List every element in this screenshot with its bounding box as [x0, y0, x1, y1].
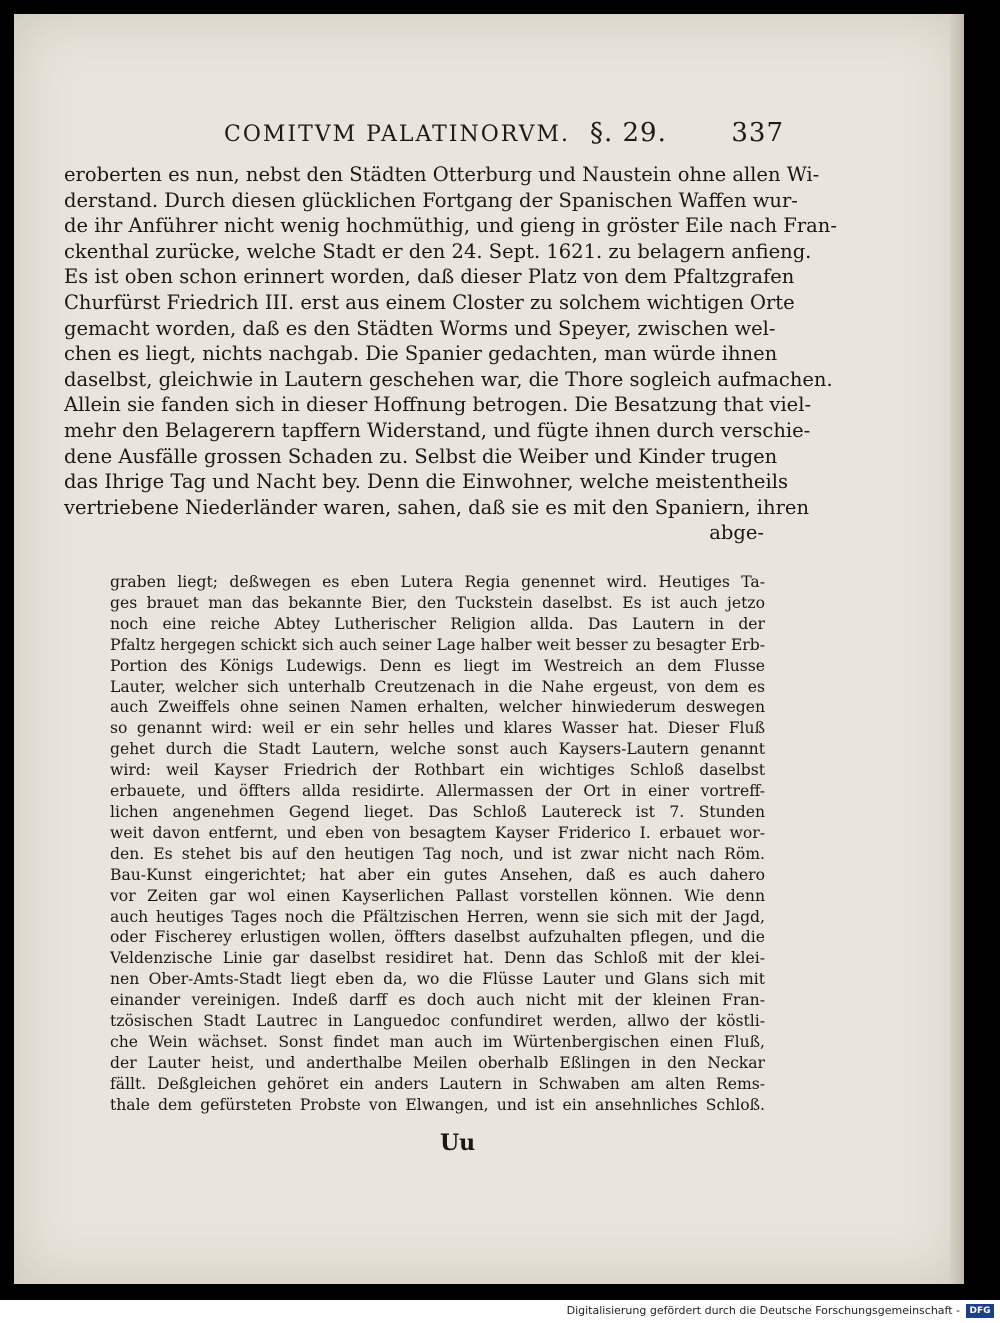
text-line: daselbst, gleichwie in Lautern geschehen war, die Thore sogleich aufmachen. [64, 367, 833, 391]
section-mark: §. 29. [589, 118, 667, 148]
footnote-line: gehet durch die Stadt Lautern, welche sonst auch Kaysers-Lautern genannt [110, 740, 765, 759]
footnote-line: auch heutiges Tages noch die Pfältzischen Herren, wenn sie sich mit der Jagd, [110, 907, 765, 926]
footnote-line: nen Ober-Amts-Stadt liegt eben da, wo die Flüsse Lauter und Glans sich mit [110, 970, 765, 989]
footnote-line: so genannt wird: weil er ein sehr helles und klares Wasser hat. Dieser Fluß [110, 719, 765, 738]
text-line: das Ihrige Tag und Nacht bey. Denn die Einwohner, welche meistentheils [64, 470, 788, 494]
footnote-line: noch eine reiche Abtey Lutherischer Religion allda. Das Lautern in der [110, 614, 765, 633]
footnote-line: erbauete, und öffters allda residirte. Allermassen der Ort in einer vortreff- [110, 782, 765, 801]
main-text [64, 162, 837, 546]
text-line: eroberten es nun, nebst den Städten Otterburg und Naustein ohne allen Wi- [64, 163, 820, 186]
page-number: 337 [731, 118, 784, 148]
dfg-logo-icon: DFG [966, 1304, 994, 1318]
footer-bar [0, 1300, 1000, 1323]
footnote-line: vor Zeiten gar wol einen Kayserlichen Pallast vorstellen können. Wie denn [110, 886, 765, 905]
footnote-line: Veldenzische Linie gar daselbst residiret hat. Denn das Schloß mit der klei- [110, 949, 765, 968]
footnote-line: Pfaltz hergegen schickt sich auch seiner Lage halber weit besser zu besagter Erb- [110, 635, 765, 654]
footnote-line: thale dem gefürsteten Probste von Elwangen, und ist ein ansehnliches Schloß. [110, 1095, 765, 1114]
footnote-line: fällt. Deßgleichen gehöret ein anders Lautern in Schwaben am alten Rems- [110, 1074, 765, 1093]
footnote-line: auch Zweiffels ohne seinen Namen erhalten, welcher hinwiederum deswegen [110, 698, 765, 717]
footnote-line: graben liegt; deßwegen es eben Lutera Regia genennet wird. Heutiges Ta- [110, 573, 765, 591]
footnote-line: wird: weil Kayser Friedrich der Rothbart ein wichtiges Schloß daselbst [110, 761, 765, 780]
footnote-line: weit davon entfernt, und eben von besagtem Kayser Friderico I. erbauet wor- [110, 823, 765, 842]
footnote-line: Portion des Königs Ludewigs. Denn es liegt im Westreich an dem Flusse [110, 656, 765, 675]
footnote-line: einander vereinigen. Indeß darff es doch auch nicht mit der kleinen Fran- [110, 991, 765, 1010]
footnote-line: lichen angenehmen Gegend lieget. Das Schloß Lautereck ist 7. Stunden [110, 802, 765, 821]
text-line: Allein sie fanden sich in dieser Hoffnung betrogen. Die Besatzung that viel- [64, 393, 812, 417]
footnote-line: der Lauter heist, und anderthalbe Meilen oberhalb Eßlingen in den Neckar [110, 1053, 765, 1072]
footnote [110, 572, 765, 1116]
text-line: dene Ausfälle grossen Schaden zu. Selbst die Weiber und Kinder trugen [64, 444, 778, 468]
text-line: Es ist oben schon erinnert worden, daß dieser Platz von dem Pfaltzgrafen [64, 265, 795, 289]
text-line: ckenthal zurücke, welche Stadt er den 24. Sept. 1621. zu belagern anfieng. [64, 239, 812, 263]
footnote-line: tzösischen Stadt Lautrec in Languedoc confundiret werden, allwo der köstli- [110, 1012, 765, 1031]
page-edge [950, 14, 964, 1284]
text-line: gemacht worden, daß es den Städten Worms und Speyer, zwischen wel- [64, 316, 776, 340]
footnote-line: ges brauet man das bekannte Bier, den Tuckstein daselbst. Es ist auch jetzo [110, 593, 765, 612]
running-head [224, 118, 784, 148]
footnote-line: oder Fischerey erlustigen wollen, öffters daselbst aufzuhalten pflegen, und die [110, 928, 765, 947]
footnote-line: Bau-Kunst eingerichtet; hat aber ein gutes Ansehen, daß es auch dahero [110, 865, 765, 884]
footnote-line: che Wein wächset. Sonst findet man auch im Würtenbergischen einen Fluß, [110, 1032, 765, 1051]
text-line: chen es liegt, nichts nachgab. Die Spanier gedachten, man würde ihnen [64, 342, 778, 366]
footnote-line: Lauter, welcher sich unterhalb Creutzenach in die Nahe ergeust, von dem es [110, 677, 765, 696]
text-line: mehr den Belagerern tapffern Widerstand, und fügte ihnen durch verschie- [64, 418, 811, 442]
footer-credit: Digitalisierung gefördert durch die Deutsche Forschungsgemeinschaft - [566, 1304, 960, 1317]
text-line: de ihr Anführer nicht wenig hochmüthig, und gieng in gröster Eile nach Fran- [64, 214, 837, 238]
running-head-title: COMITVM PALATINORVM. [224, 122, 570, 147]
signature-mark: Uu [440, 1130, 476, 1156]
catchword: abge- [709, 521, 764, 545]
book-page [14, 14, 964, 1284]
footnote-line: den. Es stehet bis auf den heutigen Tag noch, und ist zwar nicht nach Röm. [110, 844, 765, 863]
text-line: Churfürst Friedrich III. erst aus einem Closter zu solchem wichtigen Orte [64, 290, 795, 314]
text-line: derstand. Durch diesen glücklichen Fortgang der Spanischen Waffen wur- [64, 188, 798, 212]
text-line: vertriebene Niederländer waren, sahen, daß sie es mit den Spaniern, ihren [64, 495, 809, 519]
